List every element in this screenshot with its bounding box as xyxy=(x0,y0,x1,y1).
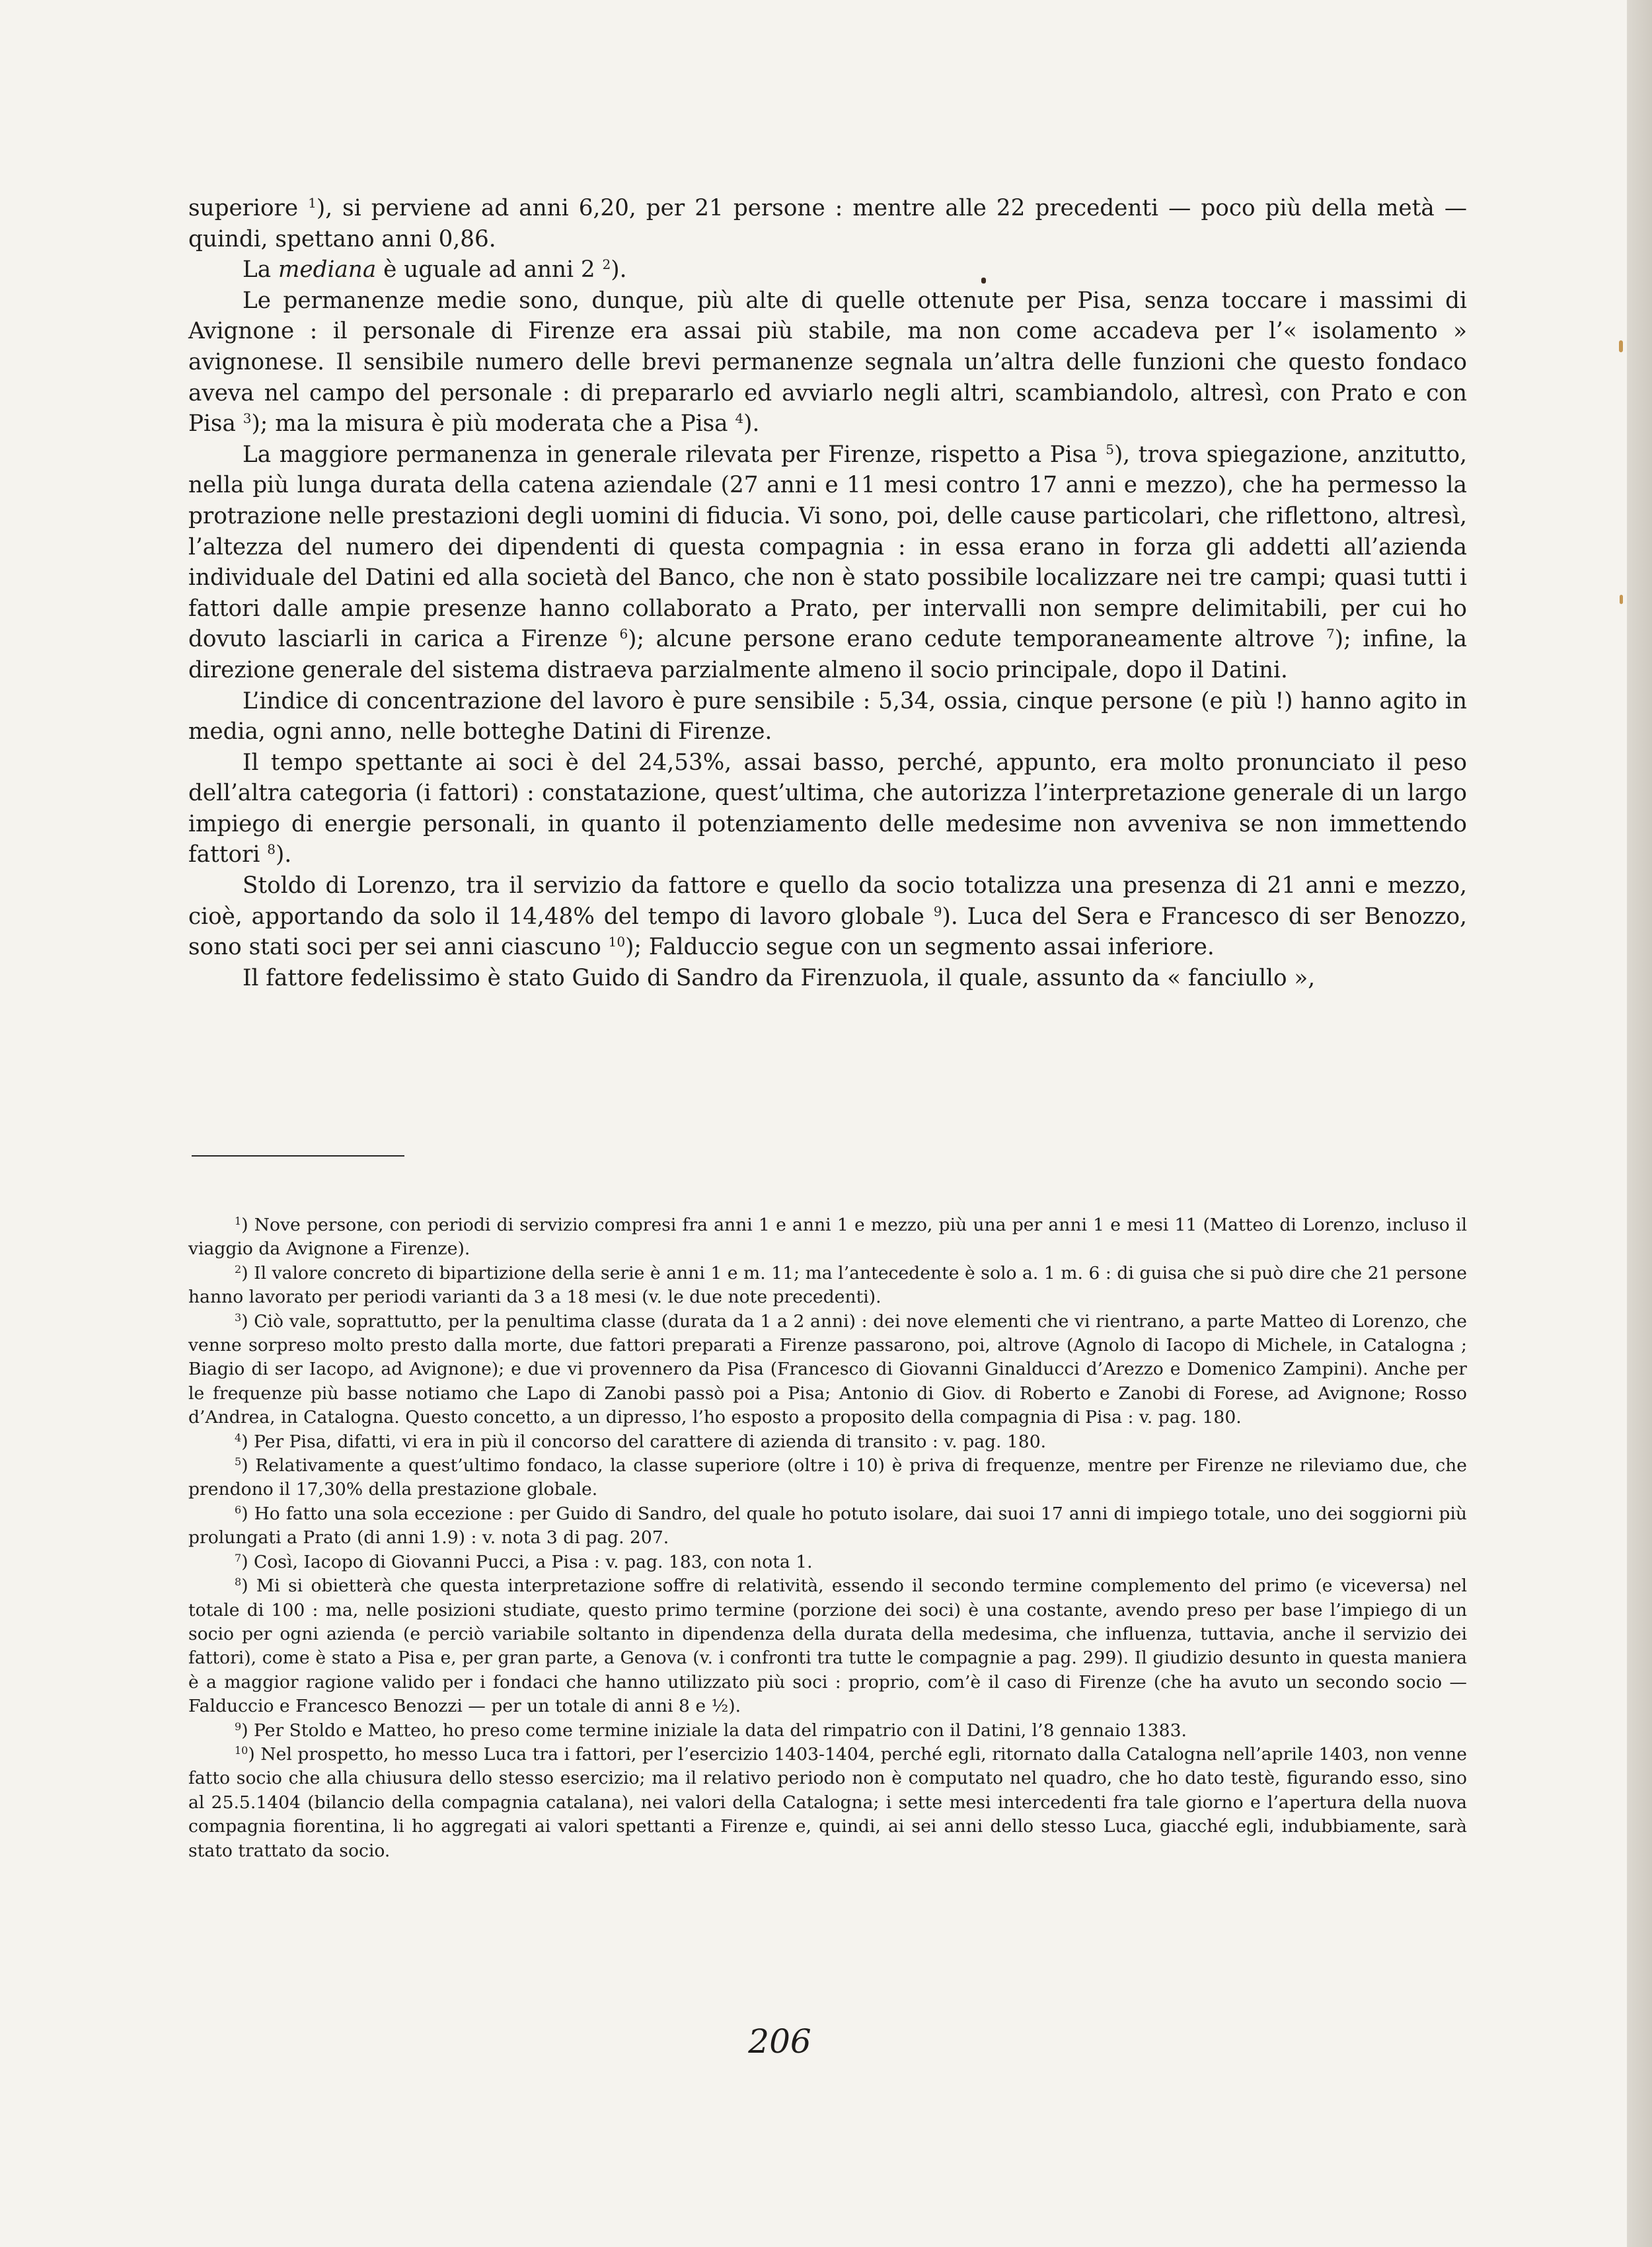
text-run: è uguale ad anni 2 xyxy=(376,256,603,284)
footnote-number: 10 xyxy=(235,1743,248,1757)
adjacent-page-edge xyxy=(1627,0,1652,2247)
footnote-reference: 5 xyxy=(1106,441,1114,457)
footnote-number: 4 xyxy=(235,1431,242,1444)
page-number: 206 xyxy=(748,2022,811,2061)
footnote-reference: 10 xyxy=(608,934,626,950)
text-run: Il fattore fedelissimo è stato Guido di Sandro da Firenzuola, il quale, assunto da « fanciullo », xyxy=(243,964,1316,991)
footnote-number: 8 xyxy=(235,1576,242,1589)
footnote xyxy=(188,1719,1467,1743)
footnote-reference: 6 xyxy=(619,626,628,642)
footnote-reference: 8 xyxy=(267,841,276,858)
footnote xyxy=(188,1213,1467,1262)
body-paragraph xyxy=(188,686,1467,747)
text-run: Stoldo di Lorenzo, tra il servizio da fattore e quello da socio totalizza una presenza di 21 anni e mezzo, cioè, apportando da solo il 14,48% del tempo di lavoro globale xyxy=(188,872,1467,930)
footnote-text: ) Nove persone, con periodi di servizio compresi fra anni 1 e anni 1 e mezzo, più una per anni 1 e mesi 11 (Matteo di Lorenzo, incluso il viaggio da Avignone a Firenze). xyxy=(188,1215,1467,1260)
text-run: Le permanenze medie sono, dunque, più alte di quelle ottenute per Pisa, senza toccare i massimi di Avignone : il personale di Firenze era assai più stabile, ma non come accadeva per l’« isolamento » avignonese. Il sensibile numero delle brevi permanenze segnala un’altra delle funzioni che questo fondaco aveva nel campo del personale : di prepararlo ed avviarlo negli altri, scambiandolo, altresì, con Prato e con Pisa xyxy=(188,287,1467,438)
footnote-text: ) Relativamente a quest’ultimo fondaco, la classe superiore (oltre i 10) è priva di frequenze, mentre per Firenze ne rileviamo due, che prendono il 17,30% della prestazione globale. xyxy=(188,1455,1467,1500)
text-run: La xyxy=(243,256,278,284)
footnote-divider xyxy=(192,1155,404,1157)
text-run: superiore xyxy=(188,195,309,221)
body-paragraph xyxy=(188,963,1467,994)
body-paragraph xyxy=(188,193,1467,254)
text-run: ); alcune persone erano cedute temporaneamente altrove xyxy=(628,626,1327,653)
text-run: ). Luca del Sera e Francesco di ser Benozzo, sono stati soci per sei anni ciascuno xyxy=(188,903,1467,961)
footnote xyxy=(188,1430,1467,1454)
footnote-number: 7 xyxy=(235,1551,242,1564)
paper-stain xyxy=(981,278,986,284)
footnote-number: 1 xyxy=(235,1215,242,1227)
footnote-text: ) Il valore concreto di bipartizione della serie è anni 1 e m. 11; ma l’antecedente è solo a. 1 m. 6 : di guisa che si può dire che 21 persone hanno lavorato per periodi varianti da 3 a 18 mesi (v. le due note precedenti). xyxy=(188,1262,1467,1308)
footnote-reference: 3 xyxy=(243,410,252,427)
footnote xyxy=(188,1574,1467,1718)
text-run: Il tempo spettante ai soci è del 24,53%, assai basso, perché, appunto, era molto pronunciato il peso dell’altra categoria (i fattori) : constatazione, quest’ultima, che autorizza l’interpretazione generale di un largo impiego di energie personali, in quanto il potenziamento delle medesime non avveniva se non immettendo fattori xyxy=(188,749,1467,868)
footnote-text: ) Ho fatto una sola eccezione : per Guido di Sandro, del quale ho potuto isolare, dai suoi 17 anni di impiego totale, uno dei soggiorni più prolungati a Prato (di anni 1.9) : v. nota 3 di pag. 207. xyxy=(188,1503,1467,1548)
footnote xyxy=(188,1550,1467,1574)
text-run: La maggiore permanenza in generale rilevata per Firenze, rispetto a Pisa xyxy=(243,441,1106,468)
footnote-text: ) Così, Iacopo di Giovanni Pucci, a Pisa : v. pag. 183, con nota 1. xyxy=(241,1551,813,1572)
footnote xyxy=(188,1262,1467,1310)
footnote xyxy=(188,1743,1467,1863)
footnote-text: ) Per Pisa, difatti, vi era in più il concorso del carattere di azienda di transito : v. pag. 180. xyxy=(241,1431,1047,1452)
text-run: L’indice di concentrazione del lavoro è pure sensibile : 5,34, ossia, cinque persone (e più !) hanno agito in media, ogni anno, nelle botteghe Datini di Firenze. xyxy=(188,687,1467,745)
footnote xyxy=(188,1502,1467,1550)
text-run: ); Falduccio segue con un segmento assai inferiore. xyxy=(625,934,1215,961)
footnote-number: 9 xyxy=(235,1720,242,1733)
footnote xyxy=(188,1454,1467,1502)
body-paragraph xyxy=(188,254,1467,286)
body-paragraph xyxy=(188,286,1467,439)
footnote xyxy=(188,1310,1467,1430)
body-paragraph xyxy=(188,747,1467,870)
footnote-reference: 2 xyxy=(602,256,611,273)
footnotes xyxy=(188,1213,1467,1863)
text-run: ). xyxy=(743,410,760,438)
footnote-text: ) Mi si obietterà che questa interpretazione soffre di relatività, essendo il secondo termine complemento del primo (e viceversa) nel totale di 100 : ma, nelle posizioni studiate, questo primo termine (porzione dei soci) è una costante, avendo preso per base l’impiego di un socio per ogni azienda (e perciò variabile soltanto in dipendenza della durata della medesima, che influenza, tuttavia, anche il servizio dei fattori), come è stato a Pisa e, per gran parte, a Genova (v. i confronti tra tutte le compagnie a pag. 299). Il giudizio desunto in questa maniera è a maggior ragione valido per i fondaci che hanno utilizzato più soci : proprio, com’è il caso di Firenze (che ha avuto un secondo socio — Falduccio e Francesco Benozzi — per un totale di anni 8 e ½). xyxy=(188,1576,1467,1717)
footnote-number: 2 xyxy=(235,1262,242,1276)
footnote-text: ) Ciò vale, soprattutto, per la penultima classe (durata da 1 a 2 anni) : dei nove elementi che vi rientrano, a parte Matteo di Lorenzo, che venne sorpreso molto presto dalla morte, due fattori preparati a Firenze passarono, poi, altrove (Agnolo di Iacopo di Michele, in Catalogna ; Biagio di ser Iacopo, ad Avignone); e due vi provennero da Pisa (Francesco di Giovanni Ginalducci d’Arezzo e Domenico Zampini). Anche per le frequenze più basse notiamo che Lapo di Zanobi passò poi a Pisa; Antonio di Giov. di Roberto e Zanobi di Forese, ad Avignone; Rosso d’Andrea, in Catalogna. Questo concetto, a un dipresso, l’ho esposto a proposito della compagnia di Pisa : v. pag. 180. xyxy=(188,1311,1467,1428)
footnote-reference: 9 xyxy=(933,903,942,919)
footnote-text: ) Nel prospetto, ho messo Luca tra i fattori, per l’esercizio 1403-1404, perché egli, ritornato dalla Catalogna nell’aprile 1403, non venne fatto socio che alla chiusura dello stesso esercizio; ma il relativo periodo non è computato nel quadro, che ho dato testè, figurando esso, sino al 25.5.1404 (bilancio della compagnia catalana), nei valori della Catalogna; i sette mesi intercedenti fra tale giorno e l’apertura della nuova compagnia fiorentina, li ho aggregati ai valori spettanti a Firenze e, quindi, ai sei anni dello stesso Luca, giacché egli, indubbiamente, sarà stato trattato da socio. xyxy=(188,1743,1467,1861)
text-run: ); ma la misura è più moderata che a Pisa xyxy=(251,410,735,438)
footnote-reference: 1 xyxy=(308,195,317,211)
text-run: ). xyxy=(611,256,627,284)
paper-stain xyxy=(1620,595,1623,604)
footnote-number: 6 xyxy=(235,1503,242,1516)
text-run: ), si perviene ad anni 6,20, per 21 persone : mentre alle 22 precedenti — poco più della metà — quindi, spettano anni 0,86. xyxy=(188,195,1468,252)
footnote-reference: 4 xyxy=(735,410,744,427)
text-run: mediana xyxy=(278,256,377,284)
body-paragraph xyxy=(188,439,1467,686)
text-run: ), trova spiegazione, anzitutto, nella più lunga durata della catena aziendale (27 anni e 11 mesi contro 17 anni e mezzo), che ha permesso la protrazione nelle prestazioni degli uomini di fiducia. Vi sono, poi, delle cause particolari, che riflettono, altresì, l’altezza del numero dei dipendenti di questa compagnia : in essa erano in forza gli addetti all’azienda individuale del Datini ed alla società del Banco, che non è stato possibile localizzare nei tre campi; quasi tutti i fattori dalle ampie presenze hanno collaborato a Prato, per intervalli non sempre delimitabili, per cui ho dovuto lasciarli in carica a Firenze xyxy=(188,441,1467,653)
text-run: ); infine, la direzione generale del sistema distraeva parzialmente almeno il socio principale, dopo il Datini. xyxy=(188,626,1468,683)
body-paragraph xyxy=(188,870,1467,963)
text-run: ). xyxy=(275,841,292,868)
footnote-number: 5 xyxy=(235,1455,242,1468)
paper-stain xyxy=(1619,340,1623,352)
main-text xyxy=(188,193,1467,993)
footnote-number: 3 xyxy=(235,1311,242,1324)
footnote-text: ) Per Stoldo e Matteo, ho preso come termine iniziale la data del rimpatrio con il Datini, l’8 gennaio 1383. xyxy=(241,1720,1187,1741)
footnote-reference: 7 xyxy=(1326,626,1335,642)
